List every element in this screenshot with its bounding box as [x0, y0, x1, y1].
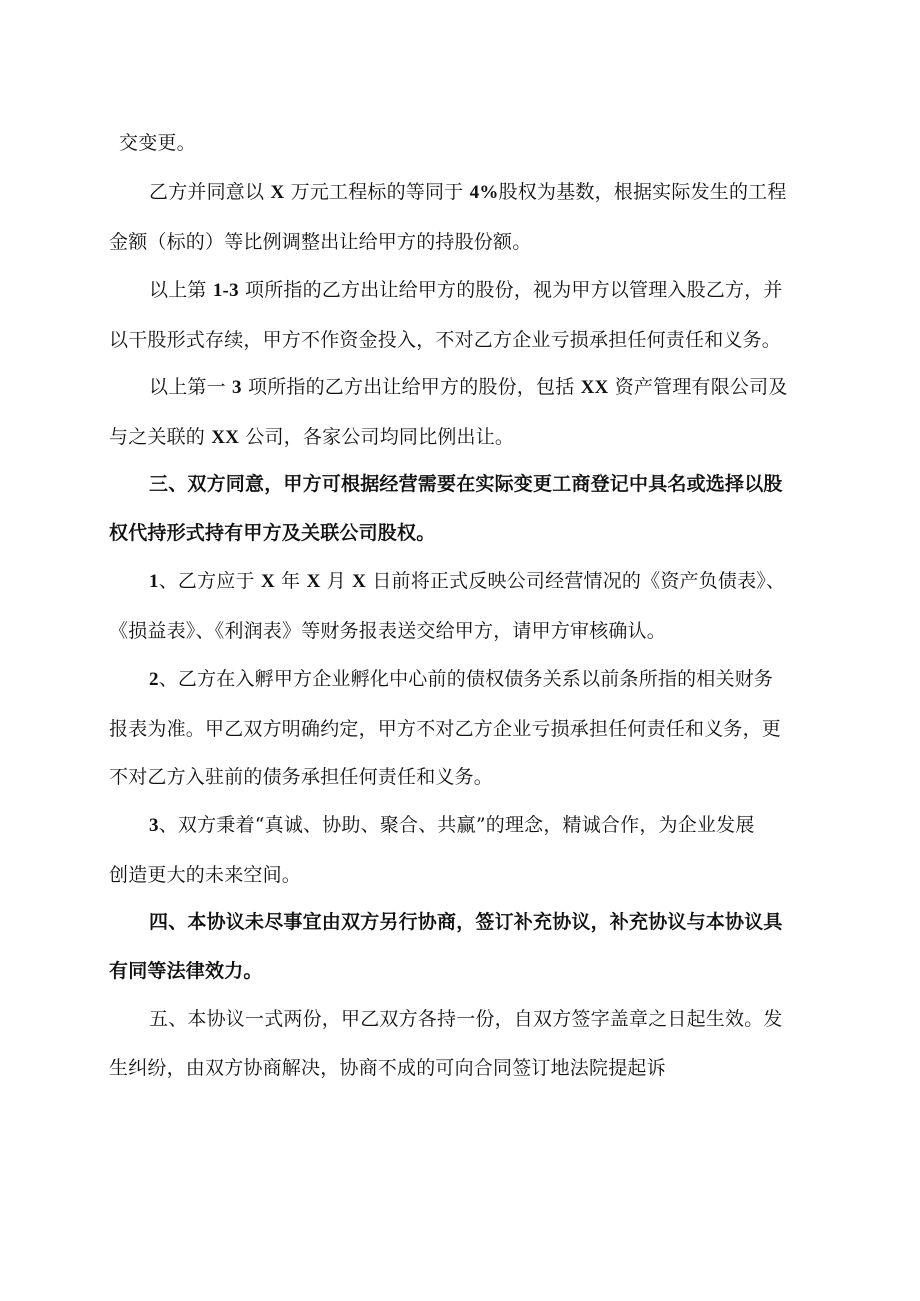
text-run: X — [306, 571, 321, 592]
text-line — [109, 168, 821, 218]
paragraph-change-continuation — [109, 119, 821, 168]
text-run: 资产管理有限公司及 — [608, 376, 788, 398]
text-run: 年 — [274, 570, 307, 592]
text-line: 生纠纷，由双方协商解决，协商不成的可向合同签订地法院提起诉 — [109, 1056, 666, 1079]
text-run: 4% — [469, 182, 499, 203]
text-run: 股权为基数，根据实际发生的工程 — [498, 181, 787, 203]
text-run: 与之关联的 — [109, 425, 212, 448]
paragraph-management-shares — [109, 266, 821, 364]
text-run: X — [270, 182, 285, 203]
text-run: 以上第 — [149, 279, 213, 301]
text-line: 不对乙方入驻前的债务承担任何责任和义务。 — [109, 766, 494, 788]
text-run: 项所指的乙方出让给甲方的股份，包括 — [241, 376, 581, 398]
section-three-heading — [109, 460, 821, 557]
text-run: 、双方秉着“真诚、协助、聚合、共赢”的理念，精诚合作，为企业发展 — [158, 814, 755, 836]
text-run: 项所指的乙方出让给甲方的股份，视为甲方以管理入股乙方，并 — [238, 279, 783, 301]
text-run: 乙方并同意以 — [149, 181, 271, 203]
text-line — [109, 557, 821, 607]
paragraph-equity-base — [109, 168, 821, 266]
text-run: 、乙方在入孵甲方企业孵化中心前的债权债务关系以前条所指的相关财务 — [158, 668, 774, 690]
text-run: 以上第一 — [149, 376, 233, 398]
text-line: 金额（标的）等比例调整出让给甲方的持股份额。 — [109, 230, 532, 253]
section-five-paragraph — [109, 995, 821, 1092]
clause-3 — [109, 801, 821, 899]
text-run: 月 — [320, 570, 353, 592]
text-line: 五、本协议一式两份，甲乙双方各持一份，自双方签字盖章之日起生效。发 — [149, 1008, 783, 1030]
clause-2 — [109, 655, 821, 802]
text-line — [109, 266, 821, 316]
text-line: 权代持形式持有甲方及关联公司股权。 — [109, 521, 436, 544]
text-run: 3 — [232, 377, 242, 398]
text-line: 以干股形式存续，甲方不作资金投入，不对乙方企业亏损承担任何责任和义务。 — [109, 328, 782, 351]
text-run: XX — [211, 426, 240, 448]
text-run: 万元工程标的等同于 — [284, 181, 470, 203]
text-run: 1 — [149, 571, 159, 592]
section-four-heading — [109, 898, 821, 995]
text-line: 《损益表》、《利润表》等财务报表送交给甲方，请甲方审核确认。 — [109, 619, 667, 642]
text-run: 3 — [149, 815, 159, 836]
text-run: 公司，各家公司均同比例出让。 — [239, 425, 515, 448]
clause-1 — [109, 557, 821, 655]
text-line: 三、双方同意，甲方可根据经营需要在实际变更工商登记中具名或选择以股 — [149, 473, 783, 495]
text-run: X — [260, 571, 275, 592]
text-line — [109, 655, 821, 705]
text-run: X — [352, 571, 367, 592]
text-run: 1-3 — [212, 280, 239, 301]
text-run: 、乙方应于 — [158, 570, 261, 592]
text-run: XX — [580, 377, 609, 398]
text-line: 创造更大的未来空间。 — [109, 863, 302, 886]
text-run: 日前将正式反映公司经营情况的《资产负债表》、 — [366, 570, 786, 592]
text-line — [109, 413, 821, 463]
text-line: 报表为准。甲乙双方明确约定，甲方不对乙方企业亏损承担任何责任和义务，更 — [109, 717, 782, 740]
text-line: 有同等法律效力。 — [109, 959, 263, 982]
text-line — [109, 363, 821, 413]
text-line — [109, 801, 821, 851]
text-run: 2 — [149, 669, 159, 690]
paragraph-related-companies — [109, 363, 821, 462]
text-line: 四、本协议未尽事宜由双方另行协商，签订补充协议，补充协议与本协议具 — [149, 911, 783, 933]
text-line: 交变更。 — [119, 132, 196, 154]
